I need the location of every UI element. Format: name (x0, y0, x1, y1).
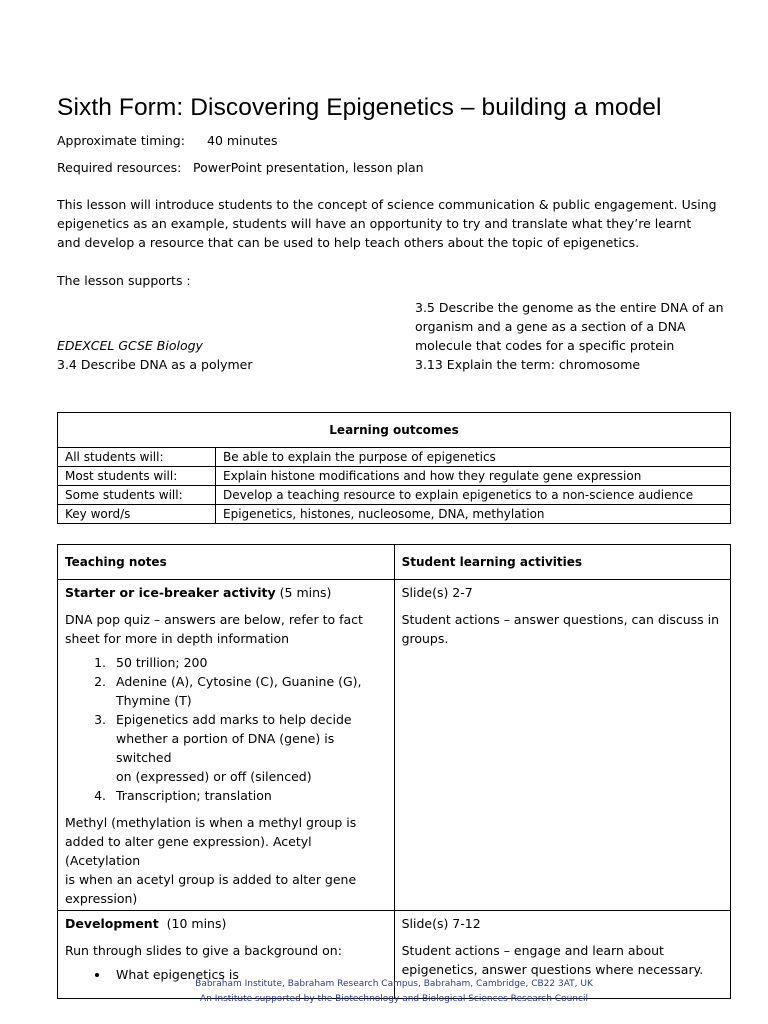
starter-action-line: Student actions – answer questions, can discuss in (401, 612, 720, 627)
spec-right-line-4: 3.13 Explain the term: chromosome (415, 357, 641, 372)
intro-paragraph: This lesson will introduce students to the concept of science communication & public engagement. Using epigenetics as an example, students will have an opportunity to try and translate what they’re learnt and develop a resource that can be used to help teach others about the topic of epigenetics. (57, 197, 717, 250)
methyl-line: expression) (65, 891, 138, 906)
table-row (58, 448, 731, 467)
development-duration: (10 mins) (158, 916, 227, 931)
answer-line: 3. Epigenetics add marks to help decide (116, 712, 352, 727)
outcome-what: Be able to explain the purpose of epigenetics (216, 448, 731, 467)
answer-line: 4. Transcription; translation (116, 788, 272, 803)
outcome-what: Develop a teaching resource to explain epigenetics to a non-science audience (216, 486, 731, 505)
teaching-notes-table (57, 544, 731, 999)
timing-value: 40 minutes (207, 133, 278, 148)
starter-intro-line: sheet for more in depth information (65, 631, 290, 646)
answer-line: 2. Adenine (A), Cytosine (C), Guanine (G), (116, 674, 362, 689)
table-row (58, 486, 731, 505)
footer-address: Babraham Institute, Babraham Research Campus, Babraham, Cambridge, CB22 3AT, UK (195, 979, 593, 989)
teaching-notes-header: Teaching notes (58, 545, 395, 580)
starter-action-line: groups. (401, 631, 449, 646)
starter-heading (65, 583, 387, 602)
spec-right-line-2: organism and a gene as a section of a DNA (415, 319, 686, 334)
methyl-note (65, 813, 387, 908)
answer-line: whether a portion of DNA (gene) is switched (116, 731, 335, 765)
answer-line: 1. 50 trillion; 200 (116, 655, 208, 670)
footer-funding: An Institute supported by the Biotechnology and Biological Sciences Research Council (200, 994, 588, 1004)
outcome-what: Explain histone modifications and how they regulate gene expression (216, 467, 731, 486)
starter-intro-line: DNA pop quiz – answers are below, refer to fact (65, 612, 363, 627)
table-row (58, 505, 731, 524)
methyl-line: Methyl (methylation is when a methyl group is (65, 815, 357, 830)
starter-activities-cell (394, 580, 730, 911)
list-item (110, 653, 387, 672)
development-slides: Slide(s) 7-12 (401, 916, 481, 931)
starter-notes-cell (58, 580, 395, 911)
spec-left-item: 3.4 Describe DNA as a polymer (57, 357, 253, 372)
methyl-line: is when an acetyl group is added to alter gene (65, 872, 357, 887)
development-intro: Run through slides to give a background on: (65, 943, 342, 958)
table-row (58, 467, 731, 486)
page-title: Sixth Form: Discovering Epigenetics – building a model (57, 94, 662, 121)
development-actions (402, 941, 723, 979)
outcome-what: Epigenetics, histones, nucleosome, DNA, methylation (216, 505, 731, 524)
learning-outcomes-heading: Learning outcomes (58, 413, 731, 448)
spec-right-line-1: 3.5 Describe the genome as the entire DNA of an (415, 300, 724, 315)
answer-line: on (expressed) or off (silenced) (116, 769, 312, 784)
starter-slides: Slide(s) 2-7 (401, 585, 473, 600)
timing-label: Approximate timing: (57, 133, 185, 148)
learning-outcomes-table (57, 412, 731, 524)
outcome-who: All students will: (58, 448, 216, 467)
starter-actions (402, 610, 723, 648)
quiz-answers-list (65, 653, 387, 805)
student-activities-header: Student learning activities (394, 545, 730, 580)
list-item (110, 786, 387, 805)
table-row (58, 580, 731, 911)
list-item (110, 672, 387, 710)
starter-title: Starter or ice-breaker activity (65, 585, 276, 600)
supports-label: The lesson supports : (57, 273, 191, 288)
resources-value: PowerPoint presentation, lesson plan (193, 160, 424, 175)
starter-duration: (5 mins) (275, 585, 332, 600)
outcome-who: Key word/s (58, 505, 216, 524)
answer-line: Thymine (T) (116, 693, 192, 708)
methyl-line: added to alter gene expression). Acetyl (Acetylation (65, 834, 312, 868)
outcome-who: Some students will: (58, 486, 216, 505)
starter-intro (65, 610, 387, 648)
outcome-who: Most students will: (58, 467, 216, 486)
resources-label: Required resources: (57, 160, 182, 175)
list-item: • What epigenetics is (110, 965, 387, 984)
list-item (110, 710, 387, 786)
spec-board: EDEXCEL GCSE Biology (57, 338, 203, 353)
development-title: Development (65, 916, 159, 931)
development-heading (65, 914, 387, 933)
development-action-line: Student actions – engage and learn about (401, 943, 664, 958)
spec-right-line-3: molecule that codes for a specific protein (415, 338, 675, 353)
development-action-line: epigenetics, answer questions where necessary. (401, 962, 704, 977)
